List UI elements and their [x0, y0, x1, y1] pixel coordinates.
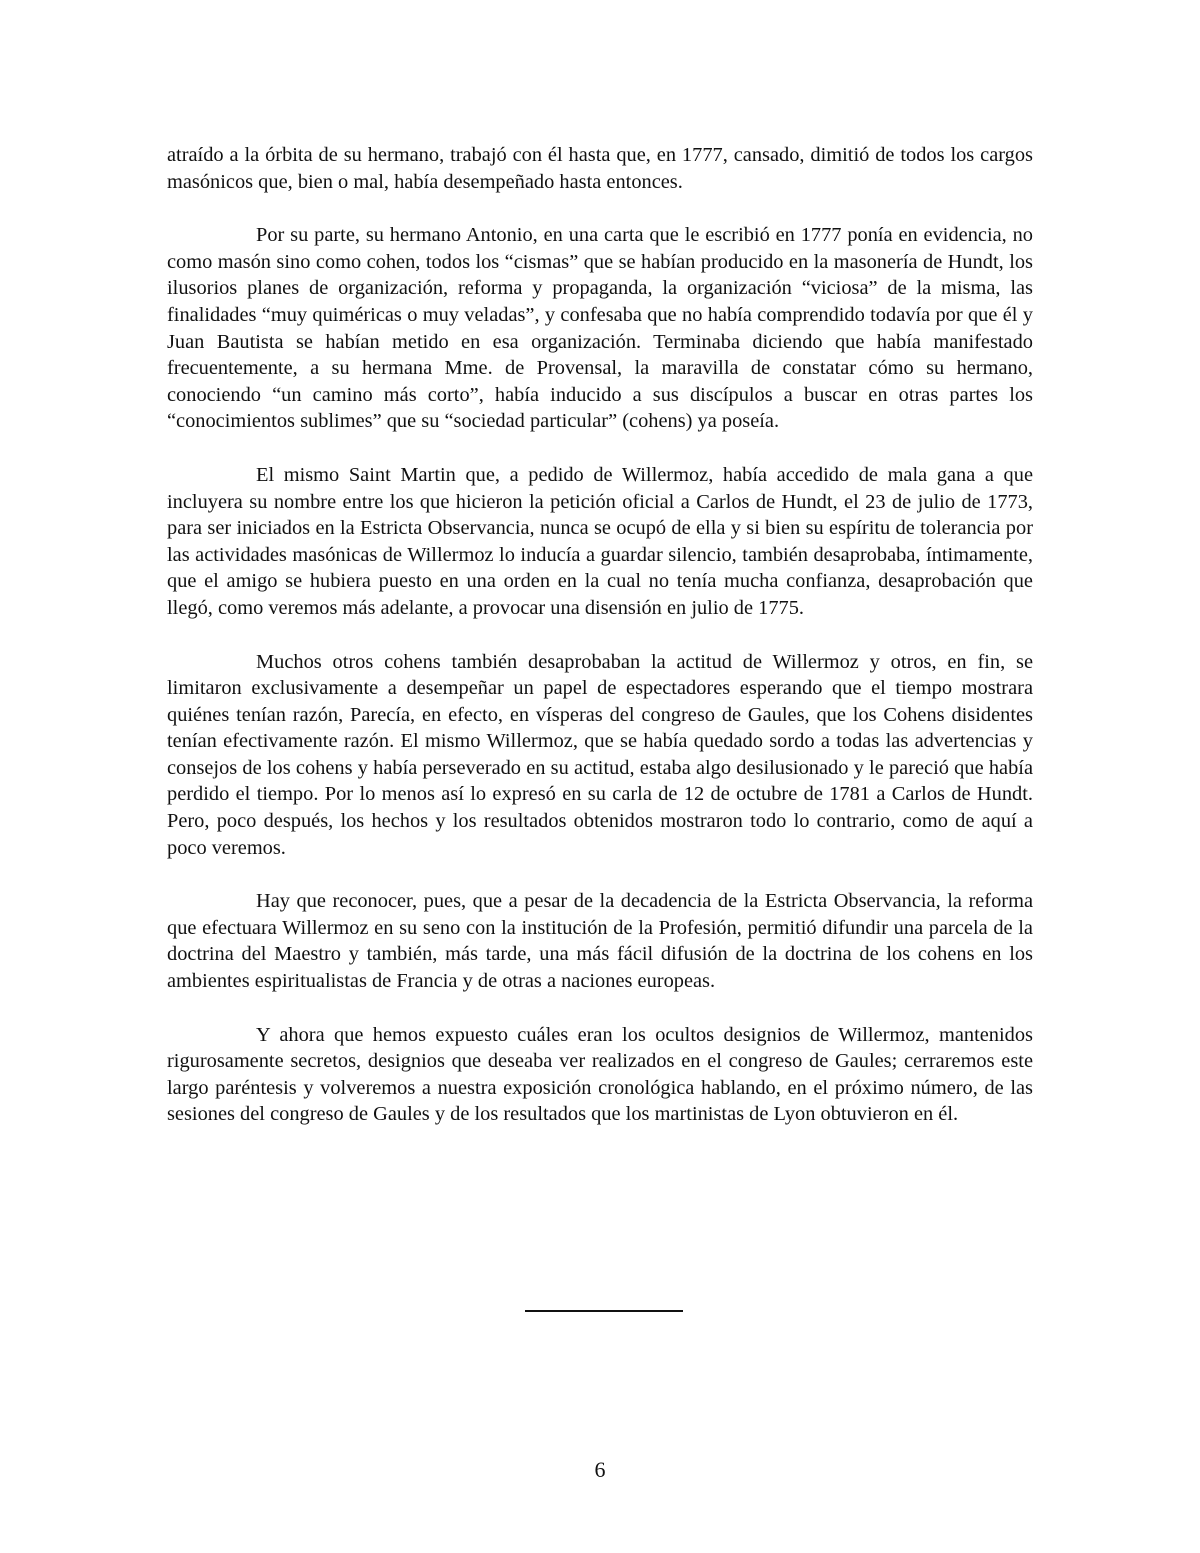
- paragraph-6: Y ahora que hemos expuesto cuáles eran los ocultos designios de Willermoz, mantenidos rigurosamente secretos, designios que deseaba ver realizados en el congreso de Gaules; cerraremos este largo paréntesis y volveremos a nuestra exposición cronológica hablando, en el próximo número, de las sesiones del congreso de Gaules y de los resultados que los martinistas de Lyon obtuvieron en él.: [167, 1023, 1033, 1126]
- paragraph-5: Hay que reconocer, pues, que a pesar de la decadencia de la Estricta Observancia, la reforma que efectuara Willermoz en su seno con la institución de la Profesión, permitió difundir una parcela de la doctrina del Maestro y también, más tarde, una más fácil difusión de la doctrina de los cohens en los ambientes espiritualistas de Francia y de otras a naciones europeas.: [167, 890, 1033, 993]
- page-number: 6: [594, 1457, 606, 1482]
- paragraph-2: Por su parte, su hermano Antonio, en una carta que le escribió en 1777 ponía en evidencia, no como masón sino como cohen, todos los “cismas” que se habían producido en la masonería de Hundt, los ilusorios planes de organización, reforma y propaganda, la organización “viciosa” de la misma, las finalidades “muy quiméricas o muy veladas”, y confesaba que no había comprendido todavía por que él y Juan Bautista se habían metido en esa organización. Terminaba diciendo que había manifestado frecuentemente, a su hermana Mme. de Provensal, la maravilla de constatar cómo su hermano, conociendo “un camino más corto”, había inducido a sus discípulos a buscar en otras partes los “conocimientos sublimes” que su “sociedad particular” (cohens) ya poseía.: [167, 224, 1033, 433]
- paragraph-3: El mismo Saint Martin que, a pedido de Willermoz, había accedido de mala gana a que incluyera su nombre entre los que hicieron la petición oficial a Carlos de Hundt, el 23 de julio de 1773, para ser iniciados en la Estricta Observancia, nunca se ocupó de ella y si bien su espíritu de tolerancia por las actividades masónicas de Willermoz lo inducía a guardar silencio, también desaprobaba, íntimamente, que el amigo se hubiera puesto en una orden en la cual no tenía mucha confianza, desaprobación que llegó, como veremos más adelante, a provocar una disensión en julio de 1775.: [167, 463, 1033, 619]
- paragraph-1: atraído a la órbita de su hermano, trabajó con él hasta que, en 1777, cansado, dimitió de todos los cargos masónicos que, bien o mal, había desempeñado hasta entonces.: [167, 144, 1033, 193]
- paragraph-4: Muchos otros cohens también desaprobaban la actitud de Willermoz y otros, en fin, se limitaron exclusivamente a desempeñar un papel de espectadores esperando que el tiempo mostrara quiénes tenían razón, Parecía, en efecto, en vísperas del congreso de Gaules, que los Cohens disidentes tenían efectivamente razón. El mismo Willermoz, que se había quedado sordo a todas las advertencias y consejos de los cohens y había perseverado en su actitud, estaba algo desilusionado y le pareció que había perdido el tiempo. Por lo menos así lo expresó en su carla de 12 de octubre de 1781 a Carlos de Hundt. Pero, poco después, los hechos y los resultados obtenidos mostraron todo lo contrario, como de aquí a poco veremos.: [167, 650, 1033, 859]
- section-divider: [525, 1310, 683, 1312]
- page-body: [167, 142, 1033, 1155]
